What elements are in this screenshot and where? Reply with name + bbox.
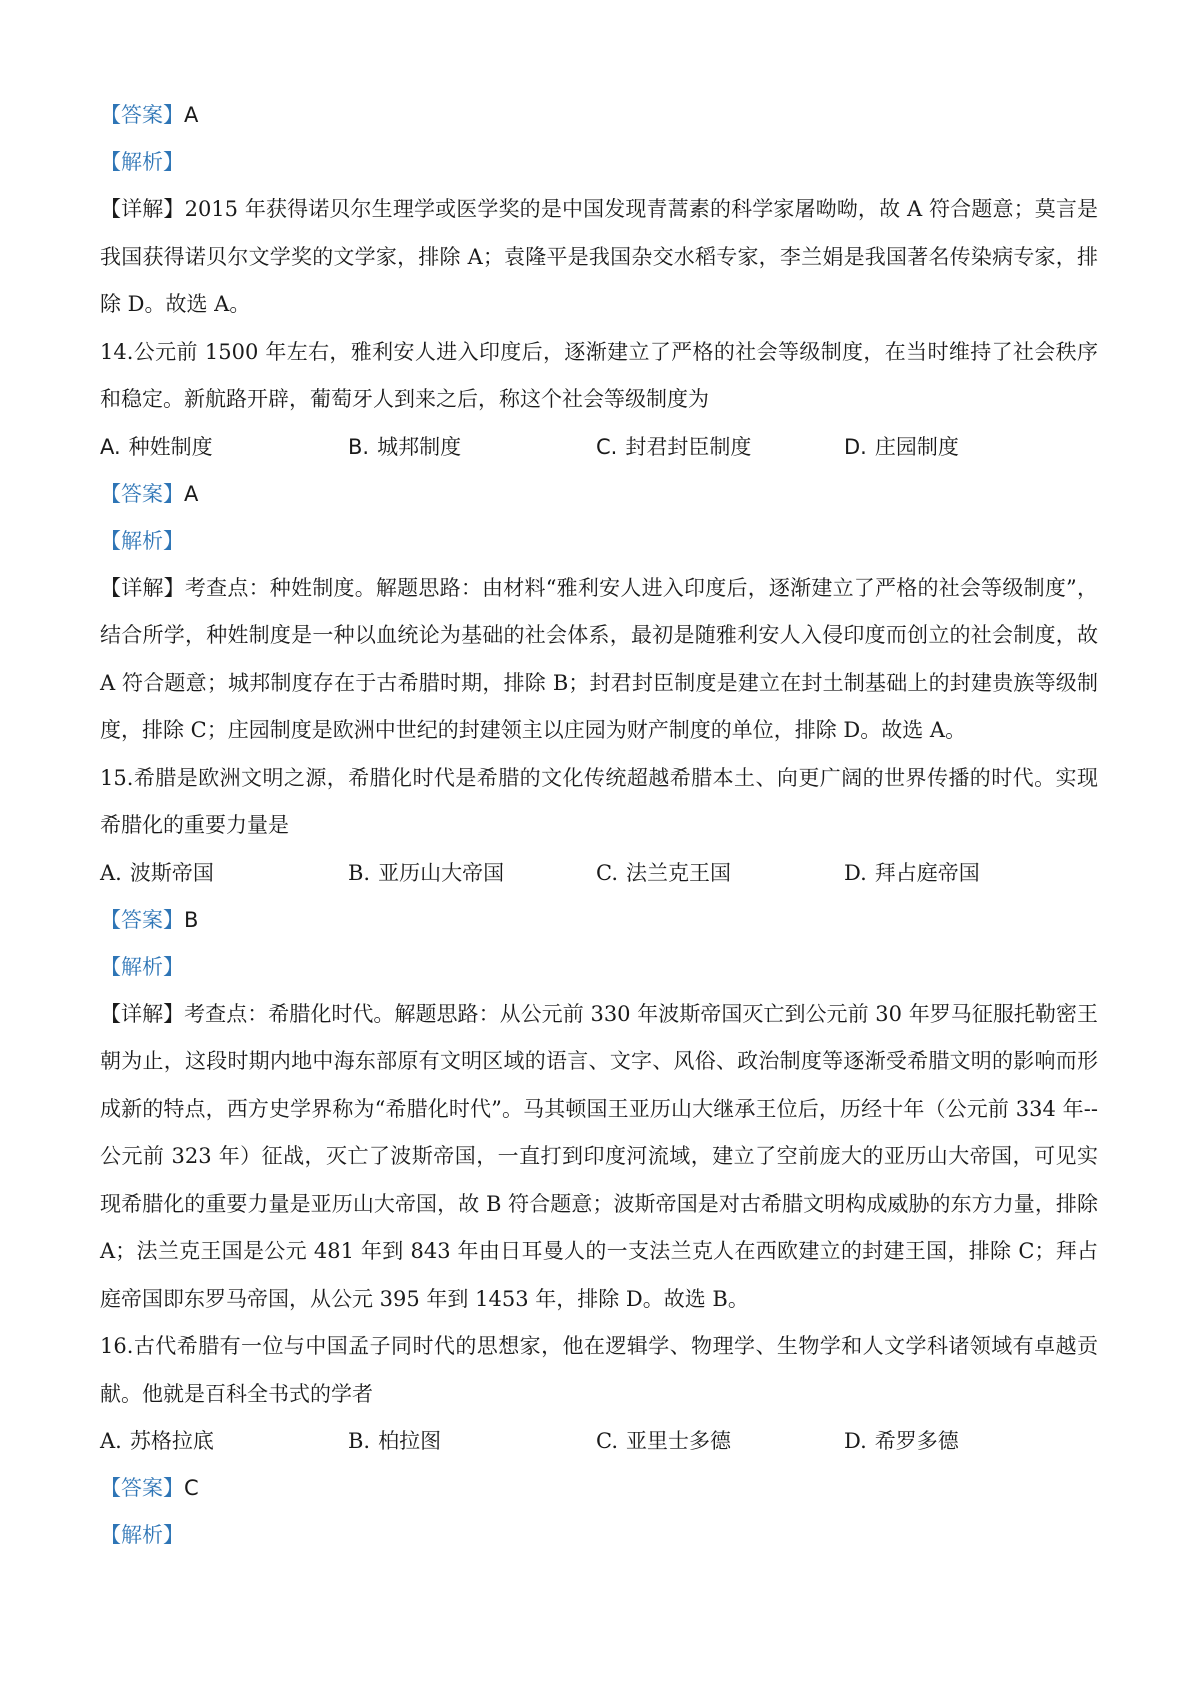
detail-text: 2015 年获得诺贝尔生理学或医学奖的是中国发现青蒿素的科学家屠呦呦，故 A 符合题意；莫言是我国获得诺贝尔文学奖的文学家，排除 A；袁隆平是我国杂交水稻专家，李兰娟是我国著名传染病专家，排除 D。故选 A。 — [100, 197, 1099, 316]
answer-line — [100, 897, 1098, 944]
detail-label: 【详解】 — [100, 1001, 185, 1026]
options-14 — [100, 424, 1098, 471]
answer-label: 【答案】 — [100, 481, 184, 506]
options-15 — [100, 850, 1098, 897]
answer-line — [100, 471, 1098, 518]
detail-label: 【详解】 — [100, 575, 185, 600]
analysis-line — [100, 944, 1098, 991]
detail-text: 考查点：希腊化时代。解题思路：从公元前 330 年波斯帝国灭亡到公元前 30 年罗马征服托勒密王朝为止，这段时期内地中海东部原有文明区域的语言、文字、风俗、政治制度等逐渐受希腊文明的影响而形成新的特点，西方史学界称为“希腊化时代”。马其顿国王亚历山大继承王位后，历经十年（公元前 334 年--公元前 323 年）征战，灭亡了波斯帝国，一直打到印度河流域，建立了空前庞大的亚历山大帝国，可见实现希腊化的重要力量是亚历山大帝国，故 B 符合题意；波斯帝国是对古希腊文明构成威胁的东方力量，排除 A；法兰克王国是公元 481 年到 843 年由日耳曼人的一支法兰克人在西欧建立的封建王国，排除 C；拜占庭帝国即东罗马帝国，从公元 395 年到 1453 年，排除 D。故选 B。 — [100, 1001, 1098, 1311]
analysis-label: 【解析】 — [100, 1523, 184, 1547]
detail-label: 【详解】 — [100, 197, 185, 221]
answer-value: A — [184, 481, 199, 506]
question-16: 16.古代希腊有一位与中国孟子同时代的思想家，他在逻辑学、物理学、生物学和人文学科诸领域有卓越贡献。他就是百科全书式的学者 — [100, 1334, 1098, 1406]
analysis-line — [100, 139, 1098, 186]
detail-text: 考查点：种姓制度。解题思路：由材料“雅利安人进入印度后，逐渐建立了严格的社会等级制度”，结合所学，种姓制度是一种以血统论为基础的社会体系，最初是随雅利安人入侵印度而创立的社会制度，故 A 符合题意；城邦制度存在于古希腊时期，排除 B；封君封臣制度是建立在封土制基础上的封建贵族等级制度，排除 C；庄园制度是欧洲中世纪的封建领主以庄园为财产制度的单位，排除 D。故选 A。 — [100, 575, 1099, 742]
answer-line — [100, 92, 1098, 139]
detail-paragraph — [100, 565, 1098, 755]
question-15: 15.希腊是欧洲文明之源，希腊化时代是希腊的文化传统超越希腊本土、向更广阔的世界传播的时代。实现希腊化的重要力量是 — [100, 765, 1098, 837]
detail-paragraph — [100, 991, 1098, 1324]
question-14: 14.公元前 1500 年左右，雅利安人进入印度后，逐渐建立了严格的社会等级制度，在当时维持了社会秩序和稳定。新航路开辟，葡萄牙人到来之后，称这个社会等级制度为 — [100, 339, 1098, 411]
answer-value: B — [184, 907, 199, 932]
option-b: B. 城邦制度 — [348, 434, 462, 459]
option-c: C. 法兰克王国 — [596, 860, 731, 885]
answer-label: 【答案】 — [100, 907, 184, 932]
option-c: C. 亚里士多德 — [596, 1429, 731, 1453]
option-b: B. 亚历山大帝国 — [348, 860, 505, 885]
analysis-line — [100, 518, 1098, 565]
option-d: D. 庄园制度 — [844, 434, 959, 459]
option-a: A. 波斯帝国 — [100, 860, 214, 885]
option-d: D. 希罗多德 — [844, 1429, 959, 1453]
answer-label: 【答案】 — [100, 103, 184, 127]
analysis-label: 【解析】 — [100, 954, 184, 979]
analysis-line — [100, 1512, 1098, 1559]
option-b: B. 柏拉图 — [348, 1429, 442, 1453]
option-d: D. 拜占庭帝国 — [844, 860, 980, 885]
answer-value: C — [184, 1476, 199, 1500]
analysis-label: 【解析】 — [100, 528, 184, 553]
answer-value: A — [184, 103, 199, 127]
options-16 — [100, 1418, 1098, 1465]
detail-paragraph — [100, 186, 1098, 329]
option-a: A. 苏格拉底 — [100, 1429, 214, 1453]
option-a: A. 种姓制度 — [100, 434, 213, 459]
answer-line — [100, 1465, 1098, 1512]
document-page — [100, 92, 1098, 1559]
answer-label: 【答案】 — [100, 1476, 184, 1500]
analysis-label: 【解析】 — [100, 150, 184, 174]
option-c: C. 封君封臣制度 — [596, 434, 752, 459]
